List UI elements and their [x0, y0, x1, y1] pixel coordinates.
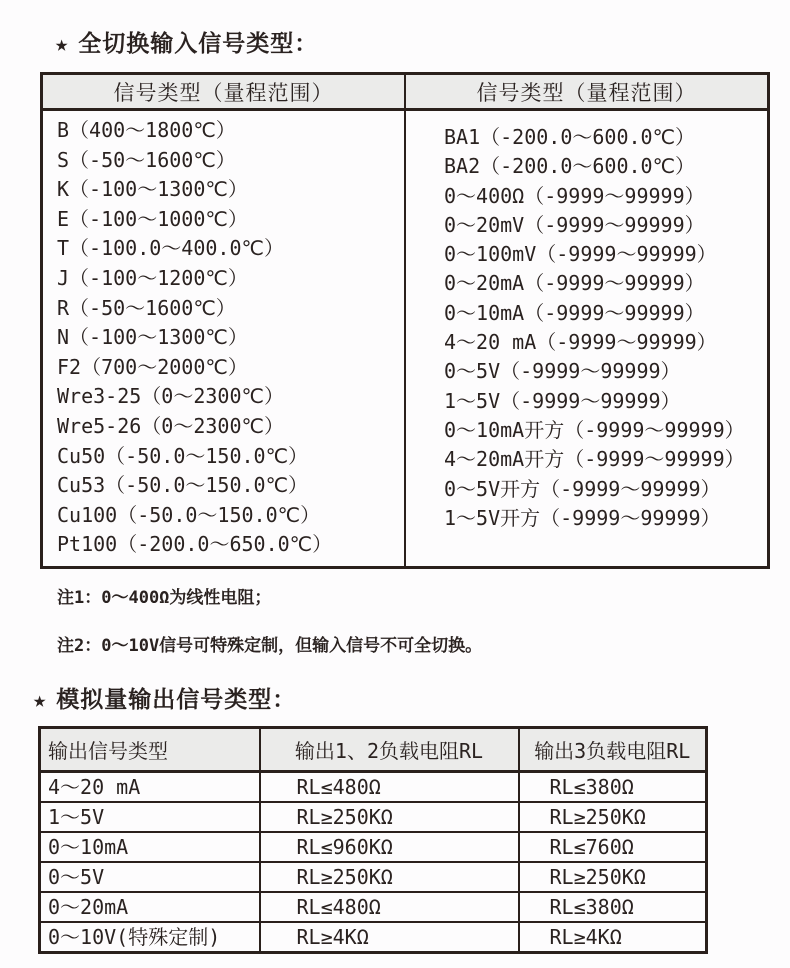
signal-range-item: BA2（-200.0～600.0℃）	[444, 154, 696, 179]
rl-value-cell: RL≥4KΩ	[260, 922, 519, 953]
signal-range-item: 4～20mA开方（-9999～99999）	[444, 447, 745, 472]
output-type-cell: 0～10mA	[40, 832, 260, 862]
rl-value-cell: RL≤960KΩ	[260, 832, 519, 862]
output-type-cell: 0～5V	[40, 862, 260, 892]
signal-range-item: 0～10mA（-9999～99999）	[444, 300, 705, 325]
rl-value-cell: RL≤760Ω	[519, 832, 707, 862]
signal-range-item: 1～5V开方（-9999～99999）	[444, 505, 721, 530]
signal-range-item: 0～5V开方（-9999～99999）	[444, 476, 721, 501]
star-icon: ★	[33, 687, 48, 713]
output-type-cell: 0～10V(特殊定制)	[40, 922, 260, 953]
section-title-text: 模拟量输出信号类型：	[56, 686, 297, 713]
table-row	[40, 862, 707, 892]
table-body-row	[42, 110, 769, 568]
output-signal-table	[38, 726, 708, 954]
signal-range-item: F2（700～2000℃）	[57, 354, 248, 379]
signal-range-item: Wre3-25（0～2300℃）	[57, 384, 284, 409]
input-signal-list-right	[405, 110, 769, 568]
signal-range-item: B（400～1800℃）	[57, 118, 236, 142]
output-type-cell: 1～5V	[40, 802, 260, 832]
table-row	[40, 832, 707, 862]
rl-value-cell: RL≥250KΩ	[260, 802, 519, 832]
rl-value-cell: RL≤480Ω	[260, 771, 519, 802]
signal-range-item: K（-100～1300℃）	[57, 177, 248, 202]
signal-range-item: 1～5V（-9999～99999）	[444, 388, 681, 413]
star-icon: ★	[55, 32, 70, 57]
rl-value-cell: RL≤380Ω	[519, 771, 707, 802]
rl-value-cell: RL≤480Ω	[260, 892, 519, 922]
document-page	[0, 28, 790, 968]
signal-range-item: Pt100（-200.0～650.0℃）	[57, 532, 333, 557]
output-type-cell: 4～20 mA	[40, 771, 260, 802]
section-title-text: 全切换输入信号类型：	[78, 31, 319, 57]
signal-range-item: 0～5V（-9999～99999）	[444, 359, 681, 384]
table-row	[40, 771, 707, 802]
table-row	[40, 892, 707, 922]
input-signal-table	[40, 72, 770, 569]
signal-range-item: S（-50～1600℃）	[57, 147, 236, 172]
rl-value-cell: RL≥250KΩ	[519, 862, 707, 892]
note-2: 注2：0～10V信号可特殊定制，但输入信号不可全切换。	[57, 635, 483, 656]
signal-range-item: E（-100～1000℃）	[57, 206, 248, 231]
signal-range-item: 0～400Ω（-9999～99999）	[444, 183, 705, 208]
signal-range-item: 0～100mV（-9999～99999）	[444, 242, 717, 267]
input-signal-list-left	[42, 110, 406, 568]
signal-range-item: Cu50（-50.0～150.0℃）	[57, 443, 309, 468]
signal-range-item: 4～20 mA（-9999～99999）	[444, 330, 717, 355]
rl-value-cell: RL≤380Ω	[519, 892, 707, 922]
table-header-row	[42, 74, 769, 110]
signal-range-item: 0～20mV（-9999～99999）	[444, 212, 705, 237]
signal-range-item: Wre5-26（0～2300℃）	[57, 413, 284, 438]
column-header-rl-output-3: 输出3负载电阻RL	[519, 727, 707, 771]
signal-range-item: Cu100（-50.0～150.0℃）	[57, 502, 321, 527]
column-header-rl-output-1-2: 输出1、2负载电阻RL	[260, 727, 519, 771]
section-title-input-signal	[55, 28, 790, 61]
rl-value-cell: RL≥250KΩ	[260, 862, 519, 892]
signal-range-item: 0～20mA（-9999～99999）	[444, 271, 705, 296]
table-row	[40, 802, 707, 832]
signal-range-item: Cu53（-50.0～150.0℃）	[57, 473, 309, 498]
table-row	[40, 922, 707, 953]
table-header-row	[40, 727, 707, 771]
signal-range-item: R（-50～1600℃）	[57, 295, 236, 320]
signal-range-item: N（-100～1300℃）	[57, 325, 248, 350]
signal-range-item: BA1（-200.0～600.0℃）	[444, 125, 696, 149]
rl-value-cell: RL≥4KΩ	[519, 922, 707, 953]
output-type-cell: 0～20mA	[40, 892, 260, 922]
column-header-right: 信号类型（量程范围）	[405, 74, 769, 110]
rl-value-cell: RL≥250KΩ	[519, 802, 707, 832]
signal-range-item: J（-100～1200℃）	[57, 265, 248, 290]
column-header-left: 信号类型（量程范围）	[42, 74, 406, 110]
column-header-output-type: 输出信号类型	[40, 727, 260, 771]
signal-range-item: T（-100.0～400.0℃）	[57, 236, 284, 261]
note-1: 注1：0～400Ω为线性电阻；	[57, 587, 272, 608]
section-title-output-signal	[33, 684, 790, 717]
signal-range-item: 0～10mA开方（-9999～99999）	[444, 417, 745, 442]
